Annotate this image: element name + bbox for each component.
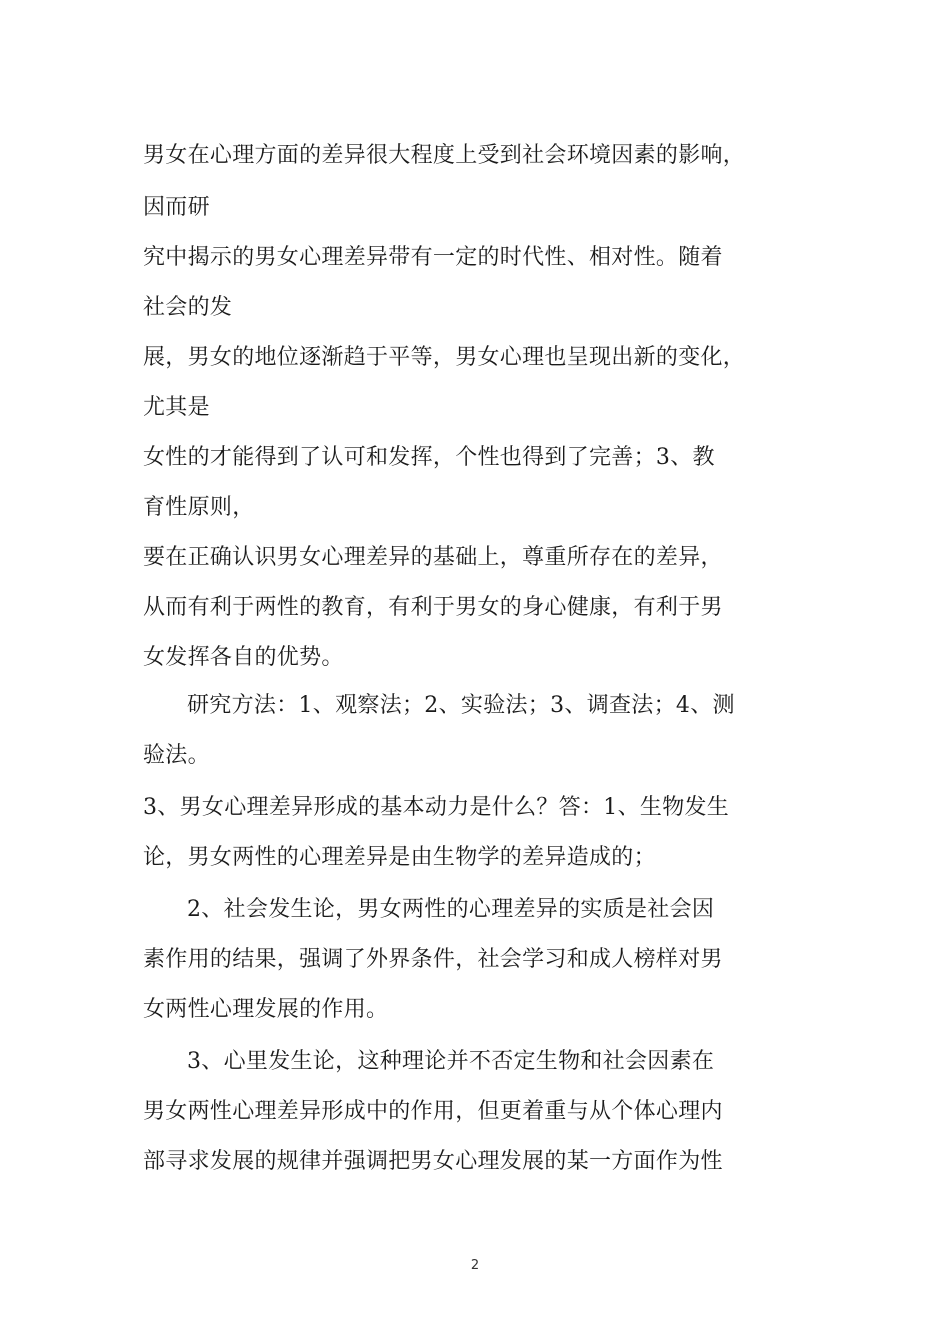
text-line: 展，男女的地位逐渐趋于平等，男女心理也呈现出新的变化，	[143, 345, 746, 370]
text-line: 女两性心理发展的作用。	[143, 997, 389, 1022]
text-line: 素作用的结果，强调了外界条件，社会学习和成人榜样对男	[143, 947, 723, 972]
text-line: 尤其是	[143, 395, 210, 420]
text-line: 育性原则，	[143, 495, 255, 520]
text-line: 男女在心理方面的差异很大程度上受到社会环境因素的影响，	[143, 143, 746, 168]
text-line: 要在正确认识男女心理差异的基础上，尊重所存在的差异，	[143, 545, 723, 570]
text-line: 男女两性心理差异形成中的作用，但更着重与从个体心理内	[143, 1099, 723, 1124]
text-line: 女发挥各自的优势。	[143, 645, 344, 670]
text-line: 研究方法：1、观察法；2、实验法；3、调查法；4、测	[187, 693, 735, 718]
text-line: 从而有利于两性的教育，有利于男女的身心健康，有利于男	[143, 595, 723, 620]
text-line: 2、社会发生论，男女两性的心理差异的实质是社会因	[187, 897, 715, 922]
text-line: 3、心里发生论，这种理论并不否定生物和社会因素在	[187, 1049, 715, 1074]
text-line: 3、男女心理差异形成的基本动力是什么？答：1、生物发生	[143, 795, 730, 820]
text-line: 部寻求发展的规律并强调把男女心理发展的某一方面作为性	[143, 1149, 723, 1174]
text-line: 女性的才能得到了认可和发挥，个性也得到了完善；3、教	[143, 445, 715, 470]
text-line: 因而研	[143, 195, 210, 220]
text-line: 社会的发	[143, 295, 233, 320]
page-number: 2	[470, 1258, 480, 1273]
text-line: 论，男女两性的心理差异是由生物学的差异造成的；	[143, 845, 656, 870]
text-line: 究中揭示的男女心理差异带有一定的时代性、相对性。随着	[143, 245, 723, 270]
text-line: 验法。	[143, 743, 210, 768]
